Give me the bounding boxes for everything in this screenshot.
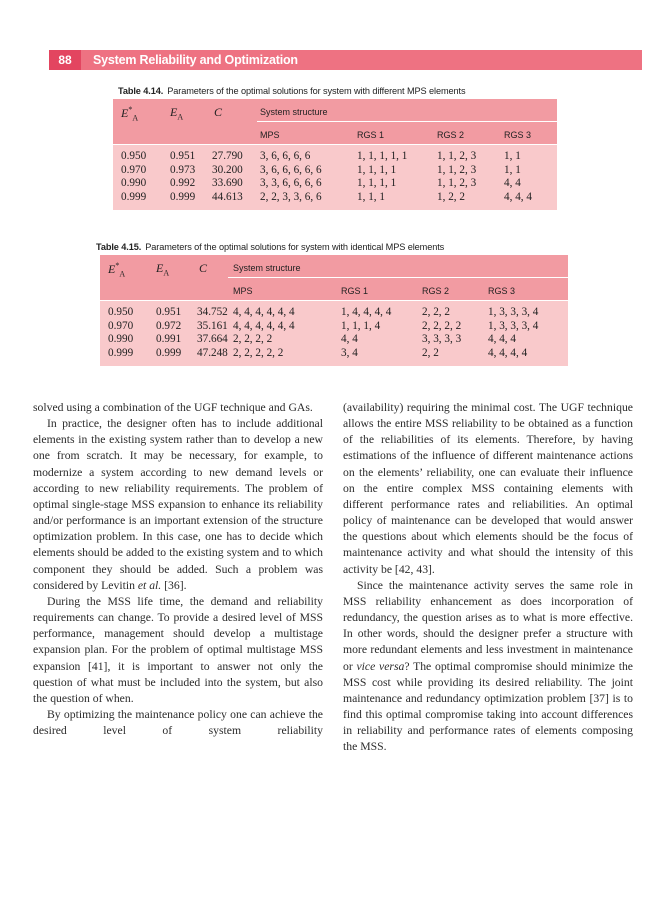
running-header — [49, 50, 642, 70]
cell-ea-star: 0.999 — [121, 190, 147, 203]
table-label: Table 4.14. — [118, 86, 164, 96]
cell-rgs2: 2, 2, 2 — [422, 306, 450, 318]
cell-rgs1: 1, 1, 1 — [357, 190, 385, 203]
cell-rgs3: 4, 4, 4 — [504, 190, 532, 203]
cell-ea-star: 0.999 — [108, 346, 134, 359]
header-rgs1: RGS 1 — [341, 286, 369, 296]
cell-ea-star: 0.970 — [121, 163, 147, 176]
header-ea-star: $E^*_A$ — [108, 261, 126, 279]
cell-ea-star: 0.950 — [108, 306, 134, 318]
chapter-title: System Reliability and Optimization — [93, 53, 298, 67]
cell-rgs3: 1, 3, 3, 3, 4 — [488, 319, 539, 332]
paragraph: solved using a combination of the UGF technique and GAs. — [33, 401, 313, 414]
cell-ea: 0.972 — [156, 319, 182, 332]
header-bottom-rule — [100, 300, 568, 301]
cell-mps: 2, 2, 2, 2, 2 — [233, 346, 284, 359]
table-caption-4-15 — [96, 242, 444, 252]
cell-rgs2: 1, 1, 2, 3 — [437, 150, 477, 162]
cell-ea: 0.999 — [170, 190, 196, 203]
cell-rgs1: 1, 1, 1, 4 — [341, 319, 381, 332]
header-system-structure: System structure — [233, 263, 301, 273]
cell-mps: 4, 4, 4, 4, 4, 4 — [233, 306, 295, 318]
cell-cost: 44.613 — [212, 190, 243, 203]
cell-mps: 3, 3, 6, 6, 6, 6 — [260, 177, 322, 190]
header-ea-star: $E^*_A$ — [121, 105, 139, 123]
table-4-15 — [100, 255, 568, 366]
cell-rgs3: 4, 4 — [504, 177, 521, 190]
cell-cost: 47.248 — [197, 346, 228, 359]
header-rule — [257, 121, 557, 122]
cell-ea: 0.992 — [170, 177, 196, 190]
cell-ea-star: 0.990 — [121, 177, 147, 190]
cell-rgs1: 1, 1, 1, 1 — [357, 177, 397, 190]
cell-ea: 0.991 — [156, 333, 182, 346]
cell-rgs3: 1, 1 — [504, 150, 521, 162]
cell-rgs2: 1, 1, 2, 3 — [437, 177, 477, 190]
cell-rgs1: 1, 1, 1, 1 — [357, 163, 397, 176]
header-c: C — [199, 261, 208, 275]
table-caption-text: Parameters of the optimal solutions for system with different MPS elements — [167, 86, 466, 96]
cell-rgs2: 1, 2, 2 — [437, 190, 465, 203]
cell-rgs3: 4, 4, 4, 4 — [488, 346, 528, 359]
cell-ea: 0.973 — [170, 163, 196, 176]
header-ea: $E_A$ — [170, 105, 184, 122]
header-rgs3: RGS 3 — [488, 286, 516, 296]
cell-rgs2: 2, 2, 2, 2 — [422, 319, 462, 332]
header-rule — [228, 277, 568, 278]
cell-rgs3: 1, 3, 3, 3, 4 — [488, 306, 539, 318]
cell-cost: 30.200 — [212, 163, 243, 176]
page-number: 88 — [49, 50, 81, 70]
header-rgs3: RGS 3 — [504, 130, 532, 140]
cell-rgs1: 4, 4 — [341, 333, 358, 346]
header-c: C — [214, 105, 223, 119]
table-caption-4-14 — [118, 86, 466, 96]
cell-rgs2: 2, 2 — [422, 346, 439, 359]
cell-mps: 2, 2, 2, 2 — [233, 333, 273, 346]
cell-ea-star: 0.970 — [108, 319, 134, 332]
cell-rgs1: 3, 4 — [341, 346, 358, 359]
table-label: Table 4.15. — [96, 242, 142, 252]
header-mps: MPS — [260, 130, 280, 140]
left-text-column — [33, 400, 323, 739]
cell-ea: 0.999 — [156, 346, 182, 359]
paragraph: By optimizing the maintenance policy one can achieve the desired level of system reliability — [33, 707, 323, 738]
cell-rgs3: 1, 1 — [504, 163, 521, 176]
paragraph: Since the maintenance activity serves the same role in MSS reliability enhancement as does incorporation of redundancy, the question arises as to what is more effective. In other words, should the designer prefer a structure with more redundant elements and less investment in maintenance or vice versa? The optimal compromise should minimize the MSS cost while providing its desired reliability. The joint maintenance and redundancy optimization problem [37] is to find this optimal compromise taking into account differences in reliability and performance rates of elements composing the MSS. — [343, 578, 633, 754]
cell-cost: 33.690 — [212, 177, 243, 190]
header-rgs1: RGS 1 — [357, 130, 385, 140]
paragraph: (availability) requiring the minimal cost. The UGF technique allows the entire MSS reliability to be obtained as a function of the reliabilities of its elements. Therefore, by having estimations of the influence of different maintenance actions on the elements’ reliability, one can evaluate their influence on the entire complex MSS containing elements with different performance rates and reliabilities. An optimal policy of maintenance can be developed that would answer the questions about which elements should be the focus of maintenance activity and what should the intensity of this activity be [42, 43]. — [343, 401, 633, 576]
cell-mps: 3, 6, 6, 6, 6, 6 — [260, 163, 322, 176]
cell-ea: 0.951 — [170, 150, 196, 162]
cell-rgs2: 3, 3, 3, 3 — [422, 333, 462, 346]
header-ea: $E_A$ — [156, 261, 170, 278]
cell-ea-star: 0.950 — [121, 150, 147, 162]
header-mps: MPS — [233, 286, 253, 296]
cell-mps: 3, 6, 6, 6, 6 — [260, 150, 311, 162]
table-caption-text: Parameters of the optimal solutions for system with identical MPS elements — [145, 242, 445, 252]
cell-cost: 34.752 — [197, 306, 228, 318]
cell-ea: 0.951 — [156, 306, 182, 318]
cell-ea-star: 0.990 — [108, 333, 134, 346]
header-rgs2: RGS 2 — [437, 130, 465, 140]
cell-cost: 35.161 — [197, 319, 228, 332]
cell-rgs3: 4, 4, 4 — [488, 333, 516, 346]
cell-rgs1: 1, 4, 4, 4, 4 — [341, 306, 392, 318]
cell-cost: 27.790 — [212, 150, 243, 162]
cell-mps: 4, 4, 4, 4, 4, 4 — [233, 319, 295, 332]
cell-mps: 2, 2, 3, 3, 6, 6 — [260, 190, 322, 203]
cell-rgs2: 1, 1, 2, 3 — [437, 163, 477, 176]
right-text-column — [343, 400, 633, 755]
table-4-14 — [113, 99, 557, 210]
paragraph: In practice, the designer often has to include additional elements in the existing system rather than to develop a new one from scratch. It may be necessary, for example, to modernize a system according to new demand levels or according to new reliability requirements. The problem of optimal single-stage MSS expansion to enhance its reliability and/or performance is an important extension of the structure optimization problem. In this case, one has to decide which elements should be added to the existing system and to which component they should be added. Such a problem was considered by Levitin et al. [36]. — [33, 417, 323, 592]
cell-cost: 37.664 — [197, 333, 228, 346]
cell-rgs1: 1, 1, 1, 1, 1 — [357, 150, 408, 162]
paragraph: During the MSS life time, the demand and reliability requirements can change. To provide a desired level of MSS performance, management should develop a multistage expansion plan. For the problem of optimal multistage MSS expansion [41], it is important to answer not only the question of what must be included into the system, but also the question of when. — [33, 594, 323, 705]
header-system-structure: System structure — [260, 107, 328, 117]
header-bottom-rule — [113, 144, 557, 145]
header-rgs2: RGS 2 — [422, 286, 450, 296]
